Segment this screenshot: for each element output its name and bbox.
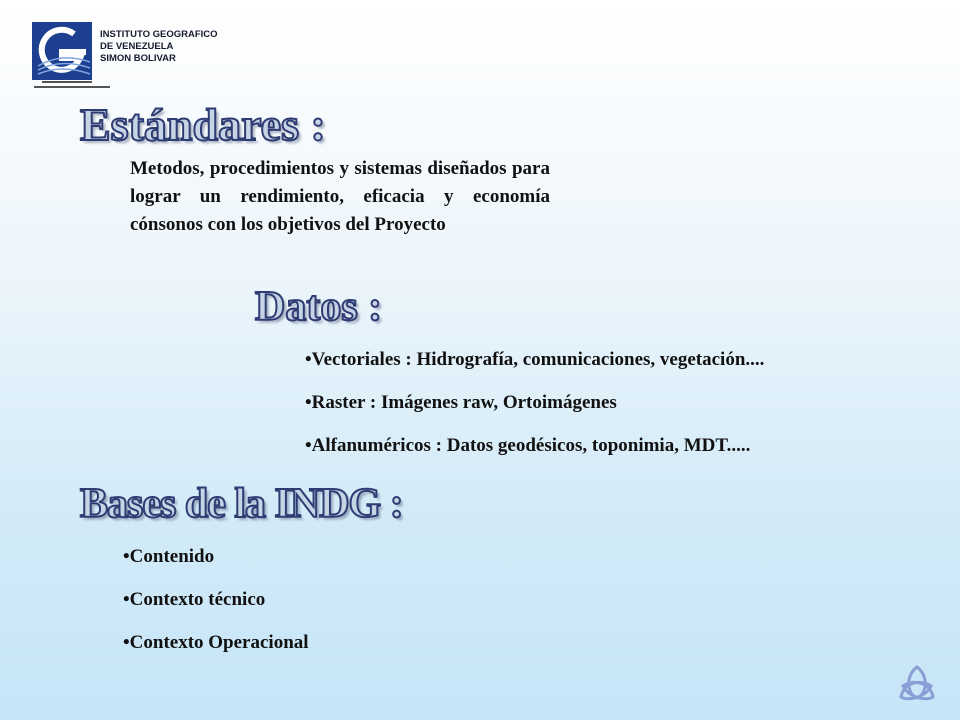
igvsb-logo-icon bbox=[32, 22, 92, 80]
bases-heading: Bases de la INDG : bbox=[80, 481, 403, 527]
datos-heading: Datos : bbox=[255, 284, 383, 330]
list-item-contexto-tecnico: •Contexto técnico bbox=[123, 589, 266, 610]
org-line-1: INSTITUTO GEOGRAFICO bbox=[100, 29, 218, 40]
organization-name bbox=[100, 29, 218, 65]
triquetra-nav-icon[interactable] bbox=[897, 664, 937, 702]
list-item-vectoriales: •Vectoriales : Hidrografía, comunicaciones, vegetación.... bbox=[305, 349, 765, 370]
estandares-description: Metodos, procedimientos y sistemas diseñados para lograr un rendimiento, eficacia y economía cónsonos con los objetivos del Proyecto bbox=[130, 158, 550, 235]
list-item-contexto-operacional: •Contexto Operacional bbox=[123, 632, 309, 653]
list-item-alfanumericos: •Alfanuméricos : Datos geodésicos, toponimia, MDT..... bbox=[305, 435, 751, 456]
list-item-raster: •Raster : Imágenes raw, Ortoimágenes bbox=[305, 392, 617, 413]
estandares-heading: Estándares : bbox=[80, 99, 326, 150]
org-line-2: DE VENEZUELA bbox=[100, 41, 174, 52]
org-line-3: SIMON BOLIVAR bbox=[100, 53, 176, 64]
bases-list bbox=[123, 544, 309, 673]
ministry-seal-text-icon bbox=[32, 80, 112, 90]
datos-list bbox=[305, 347, 764, 476]
list-item-contenido: •Contenido bbox=[123, 546, 215, 567]
